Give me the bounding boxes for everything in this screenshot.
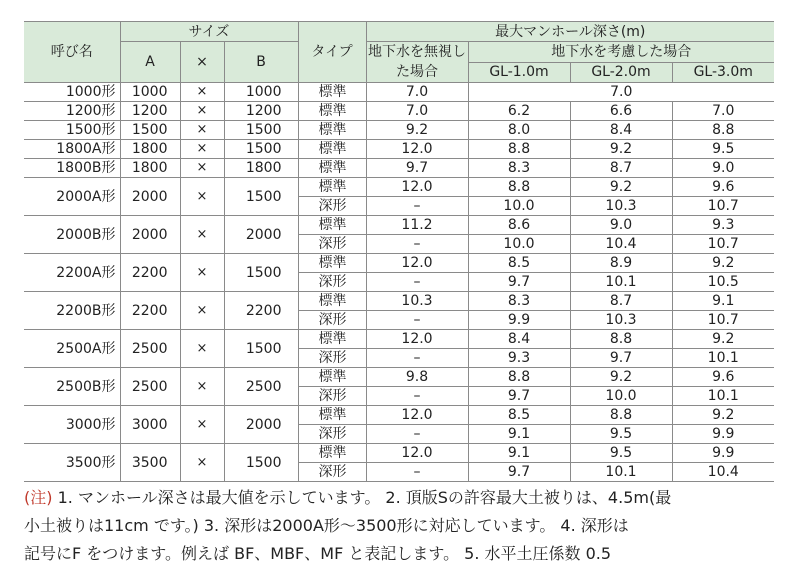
cell-type: 標準 (298, 254, 366, 273)
cell-size-a: 2500 (120, 368, 180, 406)
cell-ignore-groundwater: 9.8 (366, 368, 468, 387)
cell-size-a: 1800 (120, 159, 180, 178)
cell-gl3: 9.9 (672, 444, 774, 463)
cell-type: 標準 (298, 83, 366, 102)
cell-name: 2500A形 (24, 330, 120, 368)
cell-gl2: 8.7 (570, 159, 672, 178)
cell-type: 深形 (298, 311, 366, 330)
table-body (24, 83, 774, 482)
cell-gl3: 9.6 (672, 178, 774, 197)
cell-gl2: 10.3 (570, 197, 672, 216)
table-row (24, 83, 774, 102)
header-gl1: GL-1.0m (468, 62, 570, 83)
header-max-depth: 最大マンホール深さ(m) (366, 22, 774, 42)
cell-size-a: 1000 (120, 83, 180, 102)
cell-name: 1000形 (24, 83, 120, 102)
cell-size-x: × (180, 368, 224, 406)
footnote-line-3: 記号にF をつけます。例えば BF、MBF、MF と表記します。 5. 水平土圧係数 0.5 (24, 544, 612, 563)
header-gl3: GL-3.0m (672, 62, 774, 83)
cell-type: 深形 (298, 349, 366, 368)
cell-size-x: × (180, 406, 224, 444)
cell-size-a: 2000 (120, 178, 180, 216)
cell-name: 3000形 (24, 406, 120, 444)
cell-gl2: 8.4 (570, 121, 672, 140)
cell-gl3: 10.5 (672, 273, 774, 292)
cell-type: 標準 (298, 330, 366, 349)
header-consider-groundwater: 地下水を考慮した場合 (468, 42, 774, 63)
cell-type: 深形 (298, 463, 366, 482)
cell-size-b: 1500 (224, 121, 298, 140)
cell-name: 1800A形 (24, 140, 120, 159)
cell-size-b: 1500 (224, 140, 298, 159)
cell-type: 深形 (298, 235, 366, 254)
cell-gl1: 9.7 (468, 463, 570, 482)
header-name: 呼び名 (24, 22, 120, 83)
cell-size-b: 2000 (224, 216, 298, 254)
cell-gl1: 8.3 (468, 159, 570, 178)
cell-gl3: 9.2 (672, 254, 774, 273)
footnote-line-1 (24, 484, 784, 512)
cell-type: 深形 (298, 387, 366, 406)
footnote-mark: (注) (24, 488, 53, 507)
cell-gl3: 9.9 (672, 425, 774, 444)
cell-ignore-groundwater: 12.0 (366, 330, 468, 349)
cell-size-b: 1200 (224, 102, 298, 121)
cell-gl1: 9.9 (468, 311, 570, 330)
footnote-text-1: 1. マンホール深さは最大値を示しています。 2. 頂版Sの許容最大土被りは、4.5m(最 (52, 488, 672, 507)
cell-ignore-groundwater: 12.0 (366, 140, 468, 159)
table-row (24, 444, 774, 463)
cell-type: 標準 (298, 368, 366, 387)
footnote (24, 484, 784, 568)
cell-type: 標準 (298, 121, 366, 140)
cell-size-a: 2000 (120, 216, 180, 254)
cell-type: 深形 (298, 273, 366, 292)
table-row (24, 368, 774, 387)
header-x: × (180, 42, 224, 83)
cell-size-x: × (180, 102, 224, 121)
cell-size-x: × (180, 83, 224, 102)
cell-gl3: 10.4 (672, 463, 774, 482)
cell-consider-groundwater: 7.0 (468, 83, 774, 102)
cell-gl2: 8.8 (570, 406, 672, 425)
cell-name: 1500形 (24, 121, 120, 140)
cell-gl2: 8.7 (570, 292, 672, 311)
cell-gl1: 9.1 (468, 444, 570, 463)
cell-gl1: 8.5 (468, 254, 570, 273)
cell-ignore-groundwater: 10.3 (366, 292, 468, 311)
cell-gl2: 9.5 (570, 425, 672, 444)
cell-gl3: 10.7 (672, 197, 774, 216)
cell-gl1: 8.4 (468, 330, 570, 349)
cell-gl2: 8.8 (570, 330, 672, 349)
table-row (24, 406, 774, 425)
cell-size-b: 2500 (224, 368, 298, 406)
manhole-depth-table (24, 21, 774, 482)
cell-gl3: 10.7 (672, 311, 774, 330)
cell-name: 2500B形 (24, 368, 120, 406)
cell-ignore-groundwater: – (366, 311, 468, 330)
cell-size-x: × (180, 216, 224, 254)
cell-gl3: 9.1 (672, 292, 774, 311)
cell-gl1: 10.0 (468, 197, 570, 216)
cell-type: 深形 (298, 425, 366, 444)
cell-type: 標準 (298, 444, 366, 463)
cell-gl3: 9.2 (672, 406, 774, 425)
table-row (24, 330, 774, 349)
cell-gl2: 9.2 (570, 178, 672, 197)
cell-ignore-groundwater: – (366, 463, 468, 482)
header-size: サイズ (120, 22, 298, 42)
cell-gl1: 8.6 (468, 216, 570, 235)
cell-gl2: 9.2 (570, 368, 672, 387)
cell-gl1: 8.3 (468, 292, 570, 311)
cell-gl1: 6.2 (468, 102, 570, 121)
cell-name: 1200形 (24, 102, 120, 121)
cell-gl3: 9.0 (672, 159, 774, 178)
cell-size-x: × (180, 178, 224, 216)
cell-gl2: 10.0 (570, 387, 672, 406)
cell-name: 2200B形 (24, 292, 120, 330)
cell-size-x: × (180, 121, 224, 140)
header-ignore-groundwater (366, 42, 468, 83)
cell-gl1: 8.8 (468, 368, 570, 387)
cell-gl2: 6.6 (570, 102, 672, 121)
cell-gl2: 10.3 (570, 311, 672, 330)
cell-size-x: × (180, 140, 224, 159)
header-ignore-groundwater-line1: 地下水を無視し (368, 44, 466, 60)
cell-ignore-groundwater: 7.0 (366, 102, 468, 121)
cell-ignore-groundwater: 12.0 (366, 178, 468, 197)
cell-type: 標準 (298, 140, 366, 159)
cell-ignore-groundwater: 9.7 (366, 159, 468, 178)
cell-size-x: × (180, 159, 224, 178)
cell-size-a: 1200 (120, 102, 180, 121)
cell-gl3: 7.0 (672, 102, 774, 121)
cell-gl1: 8.5 (468, 406, 570, 425)
cell-type: 標準 (298, 102, 366, 121)
cell-ignore-groundwater: – (366, 349, 468, 368)
cell-ignore-groundwater: – (366, 235, 468, 254)
cell-size-a: 1800 (120, 140, 180, 159)
cell-size-a: 2200 (120, 254, 180, 292)
cell-gl2: 9.7 (570, 349, 672, 368)
cell-name: 2000B形 (24, 216, 120, 254)
cell-gl2: 9.0 (570, 216, 672, 235)
cell-gl3: 10.1 (672, 387, 774, 406)
cell-size-b: 2200 (224, 292, 298, 330)
header-type: タイプ (298, 22, 366, 83)
cell-gl2: 8.9 (570, 254, 672, 273)
cell-type: 標準 (298, 406, 366, 425)
cell-type: 標準 (298, 216, 366, 235)
cell-size-a: 3500 (120, 444, 180, 482)
cell-size-b: 1800 (224, 159, 298, 178)
footnote-line-2: 小土被りは11cm です。) 3. 深形は2000A形〜3500形に対応しています。 4. 深形は (24, 516, 629, 535)
cell-type: 深形 (298, 197, 366, 216)
table-header (24, 22, 774, 83)
table-row (24, 292, 774, 311)
table-row (24, 159, 774, 178)
cell-gl2: 10.1 (570, 463, 672, 482)
cell-gl3: 10.7 (672, 235, 774, 254)
cell-size-a: 2200 (120, 292, 180, 330)
cell-gl3: 8.8 (672, 121, 774, 140)
cell-ignore-groundwater: – (366, 273, 468, 292)
cell-ignore-groundwater: 12.0 (366, 254, 468, 273)
cell-gl2: 9.2 (570, 140, 672, 159)
cell-gl1: 9.1 (468, 425, 570, 444)
table-row (24, 216, 774, 235)
header-b: B (224, 42, 298, 83)
cell-gl3: 9.5 (672, 140, 774, 159)
cell-ignore-groundwater: 11.2 (366, 216, 468, 235)
cell-size-b: 1500 (224, 254, 298, 292)
cell-gl3: 9.6 (672, 368, 774, 387)
cell-name: 3500形 (24, 444, 120, 482)
cell-ignore-groundwater: 12.0 (366, 444, 468, 463)
table-row (24, 178, 774, 197)
cell-name: 1800B形 (24, 159, 120, 178)
cell-gl2: 10.1 (570, 273, 672, 292)
cell-ignore-groundwater: – (366, 387, 468, 406)
cell-gl1: 8.8 (468, 140, 570, 159)
table-row (24, 140, 774, 159)
cell-gl3: 9.3 (672, 216, 774, 235)
cell-gl1: 9.3 (468, 349, 570, 368)
cell-name: 2000A形 (24, 178, 120, 216)
cell-size-a: 3000 (120, 406, 180, 444)
cell-size-b: 1000 (224, 83, 298, 102)
cell-size-b: 2000 (224, 406, 298, 444)
cell-size-b: 1500 (224, 178, 298, 216)
cell-ignore-groundwater: 9.2 (366, 121, 468, 140)
cell-size-b: 1500 (224, 444, 298, 482)
cell-ignore-groundwater: – (366, 197, 468, 216)
cell-size-a: 1500 (120, 121, 180, 140)
cell-ignore-groundwater: – (366, 425, 468, 444)
cell-gl1: 8.0 (468, 121, 570, 140)
cell-size-x: × (180, 254, 224, 292)
cell-gl2: 9.5 (570, 444, 672, 463)
cell-type: 標準 (298, 159, 366, 178)
table-row (24, 121, 774, 140)
header-gl2: GL-2.0m (570, 62, 672, 83)
cell-type: 標準 (298, 292, 366, 311)
cell-size-a: 2500 (120, 330, 180, 368)
table-row (24, 254, 774, 273)
cell-size-x: × (180, 330, 224, 368)
table-row (24, 102, 774, 121)
cell-size-b: 1500 (224, 330, 298, 368)
cell-gl1: 9.7 (468, 387, 570, 406)
cell-type: 標準 (298, 178, 366, 197)
cell-gl1: 8.8 (468, 178, 570, 197)
cell-size-x: × (180, 292, 224, 330)
cell-gl3: 9.2 (672, 330, 774, 349)
cell-gl1: 9.7 (468, 273, 570, 292)
cell-gl2: 10.4 (570, 235, 672, 254)
header-ignore-groundwater-line2: た場合 (396, 64, 438, 80)
cell-name: 2200A形 (24, 254, 120, 292)
cell-ignore-groundwater: 12.0 (366, 406, 468, 425)
cell-ignore-groundwater: 7.0 (366, 83, 468, 102)
header-a: A (120, 42, 180, 83)
cell-gl3: 10.1 (672, 349, 774, 368)
cell-gl1: 10.0 (468, 235, 570, 254)
cell-size-x: × (180, 444, 224, 482)
